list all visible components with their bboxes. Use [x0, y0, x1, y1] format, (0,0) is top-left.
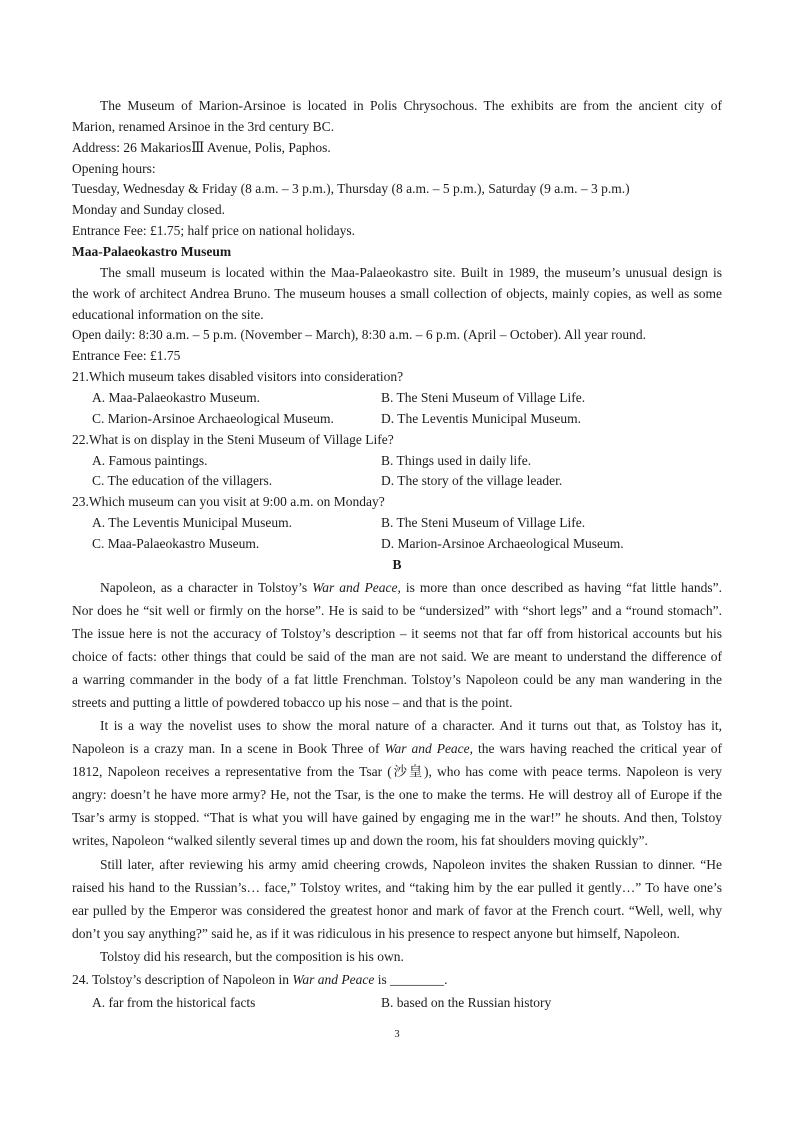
passage-b-p1-line-6: streets and putting a little of powdered tobacco up his nose – and that is the point. [72, 695, 513, 711]
question-22-stem: 22.What is on display in the Steni Museum of Village Life? [72, 431, 394, 447]
question-22-options-row-2 [72, 471, 722, 492]
text-segment: Napoleon is a crazy man. In a scene in Book Three of [72, 741, 385, 757]
marion-arsinoe-description-line-2: Marion, renamed Arsinoe in the 3rd century BC. [72, 118, 335, 134]
maa-palaeokastro-description-line-3: educational information on the site. [72, 306, 264, 322]
question-22-option-d: D. The story of the village leader. [381, 473, 563, 489]
passage-b-p3-line-3: ear pulled by the Emperor was considered the greatest honor and mark of favor at the French court. “Well, well, why [72, 902, 722, 918]
passage-b-p2-line-4: angry: doesn’t he have more army? He, not the Tsar, is the one to make the terms. He will destroy all of Europe if the [72, 787, 722, 803]
marion-arsinoe-entrance-fee: Entrance Fee: £1.75; half price on national holidays. [72, 223, 356, 239]
question-21-options-row-1 [72, 388, 722, 409]
question-24-stem [72, 968, 722, 991]
text-segment: , is more than once described as having “fat little hands”. [397, 579, 722, 595]
question-22-option-b: B. Things used in daily life. [381, 452, 532, 468]
passage-b-p2-line-3: 1812, Napoleon receives a representative from the Tsar (沙皇), who has come with peace terms. Napoleon is very [72, 764, 722, 780]
question-23-options-row-2 [72, 534, 722, 555]
text-segment: is ________. [374, 971, 448, 987]
book-title: War and Peace [312, 579, 398, 595]
passage-b-p2-line-6: writes, Napoleon “walked silently several times up and down the room, his fat shoulders moving quickly”. [72, 833, 648, 849]
passage-b-p3-line-1: Still later, after reviewing his army amid cheering crowds, Napoleon invites the shaken Russian to dinner. “He [100, 856, 722, 872]
maa-palaeokastro-description-line-1: The small museum is located within the Maa-Palaeokastro site. Built in 1989, the museum’s unusual design is [100, 264, 722, 280]
question-21-option-a: A. Maa-Palaeokastro Museum. [92, 390, 260, 406]
question-21-option-b: B. The Steni Museum of Village Life. [381, 390, 586, 406]
page-number: 3 [394, 1029, 400, 1040]
opening-hours: Tuesday, Wednesday & Friday (8 a.m. – 3 p.m.), Thursday (8 a.m. – 5 p.m.), Saturday (9 a.m. – 3 p.m.) [72, 181, 630, 197]
question-23-option-d: D. Marion-Arsinoe Archaeological Museum. [381, 536, 624, 552]
marion-arsinoe-address: Address: 26 MakariosⅢ Avenue, Polis, Paphos. [72, 139, 331, 155]
book-title: War and Peace [292, 971, 375, 987]
passage-b-p2-line-5: Tsar’s army is stopped. “That is what you will have gained by engaging me in the war!” he shouts. And then, Tolstoy [72, 810, 722, 826]
maa-palaeokastro-open-daily: Open daily: 8:30 a.m. – 5 p.m. (November – March), 8:30 a.m. – 6 p.m. (April – October). All year round. [72, 327, 647, 343]
question-24-options-row-1 [72, 991, 722, 1014]
question-21-option-d: D. The Leventis Municipal Museum. [381, 410, 581, 426]
passage-b-label: B [392, 556, 402, 572]
closed-days: Monday and Sunday closed. [72, 202, 225, 218]
question-22-option-a: A. Famous paintings. [92, 452, 208, 468]
passage-b-p1-line-4: choice of facts: other things that could be said of the man are not said. We are meant to understand the difference of [72, 648, 722, 664]
maa-palaeokastro-description-line-2: the work of architect Andrea Bruno. The museum houses a small collection of objects, mainly copies, as well as some [72, 285, 722, 301]
opening-hours-label: Opening hours: [72, 160, 156, 176]
question-23-option-c: C. Maa-Palaeokastro Museum. [92, 536, 260, 552]
question-21-stem: 21.Which museum takes disabled visitors into consideration? [72, 369, 404, 385]
maa-palaeokastro-heading: Maa-Palaeokastro Museum [72, 244, 232, 260]
question-21-options-row-2 [72, 409, 722, 430]
text-segment: , the wars having reached the critical year of [469, 741, 722, 757]
passage-b-p3-line-2: raised his hand to the Russian’s… face,” Tolstoy writes, and “taking him by the ear pulled it gently…” To have one’s [72, 879, 722, 895]
question-22-options-row-1 [72, 451, 722, 472]
passage-b-p1-line-1 [72, 576, 722, 599]
passage-b-p1-line-2: Nor does he “sit well or firmly on the horse”. He is said to be “undersized” with “short legs” and a “round stomach”. [72, 602, 722, 618]
book-title: War and Peace [384, 741, 470, 757]
passage-b-p3-line-4: don’t you say anything?” said he, as if it was ridiculous in his presence to respect anyone but himself, Napoleon. [72, 925, 680, 941]
question-23-stem: 23.Which museum can you visit at 9:00 a.m. on Monday? [72, 494, 385, 510]
question-24-option-a: A. far from the historical facts [92, 994, 256, 1010]
passage-a-section [72, 96, 722, 576]
passage-b-p1-line-3: The issue here is not the accuracy of Tolstoy’s description – it seems not that far off from historical accounts but his [72, 625, 722, 641]
question-23-option-b: B. The Steni Museum of Village Life. [381, 515, 586, 531]
text-segment: 24. Tolstoy’s description of Napoleon in [72, 971, 293, 987]
passage-b-p2-line-2 [72, 737, 722, 760]
question-23-option-a: A. The Leventis Municipal Museum. [92, 515, 292, 531]
text-segment: Napoleon, as a character in Tolstoy’s [100, 579, 313, 595]
question-23-options-row-1 [72, 513, 722, 534]
passage-b-p1-line-5: a warring commander in the body of a fat little Frenchman. Tolstoy’s Napoleon could be any man wandering in the [72, 672, 722, 688]
marion-arsinoe-description-line-1: The Museum of Marion-Arsinoe is located in Polis Chrysochous. The exhibits are from the ancient city of [100, 98, 722, 113]
maa-palaeokastro-entrance-fee: Entrance Fee: £1.75 [72, 348, 181, 364]
question-24-option-b: B. based on the Russian history [381, 994, 552, 1010]
question-21-option-c: C. Marion-Arsinoe Archaeological Museum. [92, 410, 334, 426]
passage-b-p4-line-1: Tolstoy did his research, but the composition is his own. [100, 948, 404, 964]
question-22-option-c: C. The education of the villagers. [92, 473, 273, 489]
passage-b-p2-line-1: It is a way the novelist uses to show the moral nature of a character. And it turns out that, as Tolstoy has it, [100, 718, 722, 734]
passage-b-section [72, 576, 722, 1014]
